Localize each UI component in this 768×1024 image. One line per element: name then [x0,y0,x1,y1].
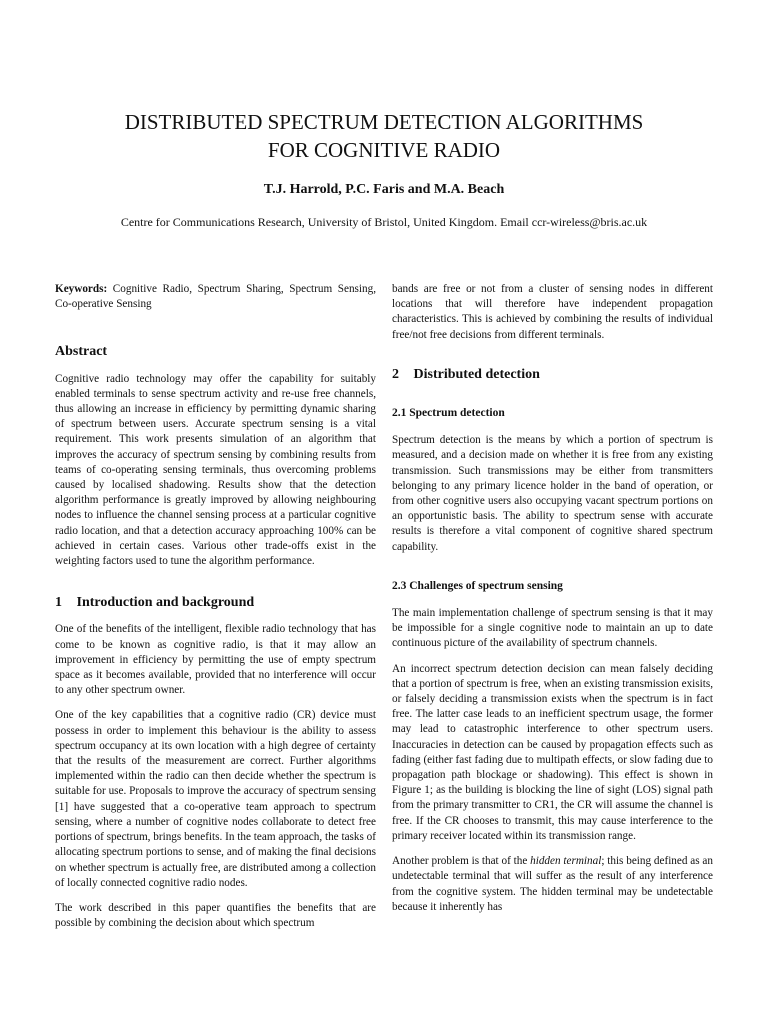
subsection-2-3-paragraph-3 [392,854,713,915]
hidden-terminal-term: hidden terminal [530,855,602,868]
keywords-label: Keywords: [55,283,108,295]
section-2-heading [392,367,713,382]
affiliation: Centre for Communications Research, University of Bristol, United Kingdom. Email ccr-wireless@bris.ac.uk [120,215,648,229]
subsection-2-1-text: Spectrum detection is the means by which a portion of spectrum is measured, and a decision made on whether it is free from any existing transmission. Such transmissions may be either from transmitters belonging to any primary licence holder in the band of operation, or from other cognitive users also occupying vacant spectrum portions on an opportunistic basis. The ability to spectrum sense with accurate results is therefore a vital component of cognitive shared spectrum capability. [392,434,713,553]
section-1-paragraph-2: One of the key capabilities that a cognitive radio (CR) device must possess in order to implement this behaviour is the ability to assess spectrum occupancy at its own location with a high degree of certainty that the results of the measurement are correct. Further algorithms implemented within the radio can then decide whether the spectrum is suitable for use. Proposals to improve the accuracy of spectrum sensing [1] have suggested that a co-operative team approach to spectrum sensing, where a number of cognitive nodes collaborate to detect free portions of spectrum, brings benefits. In the team approach, the tasks of allocating spectrum portions to sense, and of making the final decisions on whether spectrum is actually free, are distributed among a collection of locally connected cognitive radio nodes. [55,709,376,889]
keywords [55,282,376,312]
subsection-2-3-paragraph-2: An incorrect spectrum detection decision can mean falsely deciding that a portion of spectrum is free, when an existing transmission exisits, or falsely deciding a transmission exists when the spectrum is in fact free. The latter case leads to an inefficient spectrum usage, the former may lead to catastrophic interference to other spectrum users. Inaccuracies in detection can be caused by propagation effects such as fading (either fast fading due to multipath effects, or slow fading due to propagation path blockage or shadowing). This effect is shown in Figure 1; as the building is blocking the line of sight (LOS) signal path from the primary transmitter to CR1, the CR will assume the channel is free. If the CR chooses to transmit, this may cause interference to the primary receiver located within its transmission range. [392,662,713,842]
section-2-title: Distributed detection [413,366,540,382]
section-2-number: 2 [392,366,399,382]
section-1-paragraph-1: One of the benefits of the intelligent, flexible radio technology that has come to be known as cognitive radio, is that it may allow an improvement in efficiency by permitting the use of empty spectrum space as it becomes available, provided that no interference will occur to any other spectrum owner. [55,623,376,697]
keywords-text: Cognitive Radio, Spectrum Sharing, Spectrum Sensing, Co-operative Sensing [55,283,376,311]
section-1-heading [55,595,376,610]
title-line-1: DISTRIBUTED SPECTRUM DETECTION ALGORITHMS [124,110,644,134]
hidden-terminal-rest: ; this being defined as an undetectable terminal that will suffer as the result of any interference from the cognitive system. The hidden terminal may be undetectable because it inherently has [392,855,713,913]
authors: T.J. Harrold, P.C. Faris and M.A. Beach [263,182,505,197]
subsection-2-3-paragraph-1: The main implementation challenge of spectrum sensing is that it may be impossible for a single cognitive node to maintain an up to date continuous picture of the availability of spectrum channels. [392,607,713,650]
section-1-title: Introduction and background [76,595,255,611]
section-1-paragraph-3: The work described in this paper quantifies the benefits that are possible by combining the decision about which spectrum [55,901,376,930]
subsection-2-1-heading: 2.1 Spectrum detection [392,407,505,420]
subsection-2-3-heading: 2.3 Challenges of spectrum sensing [392,579,563,592]
section-1-number: 1 [55,595,62,611]
abstract-text: Cognitive radio technology may offer the capability for suitably enabled terminals to sense spectrum activity and re-use free channels, thus allowing an increase in efficiency by permitting dynamic sharing of spectrum between users. Accurate spectrum sensing is a vital requirement. This work presents simulation of an algorithm that improves the accuracy of spectrum sensing by combining results from teams of co-operating sensing terminals, thus overcoming problems caused by localised shadowing. Results show that the detection algorithm performance is greatly improved by allowing neighbouring nodes to influence the channel sensing process at a particular cognitive radio location, and that a detection accuracy approaching 100% can be achieved in certain cases. Various other trade-offs exist in the weighting factors used to tune the algorithm performance. [55,372,376,568]
hidden-terminal-lead: Another problem is that of the [392,855,531,868]
left-column [55,282,376,941]
paper-title [40,108,728,164]
continued-paragraph: bands are free or not from a cluster of sensing nodes in different locations that will therefore have independent propagation characteristics. This is achieved by combining the results of individual free/not free decisions from different terminals. [392,283,713,341]
right-column [392,282,713,925]
abstract-heading: Abstract [55,344,108,360]
title-line-2: FOR COGNITIVE RADIO [267,138,501,162]
